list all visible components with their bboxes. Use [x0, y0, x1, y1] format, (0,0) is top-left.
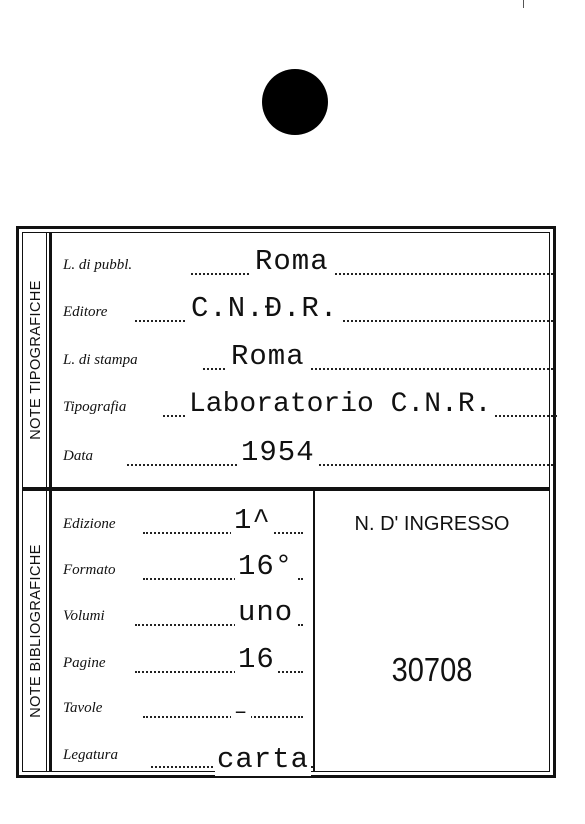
card-inner-frame	[22, 232, 550, 776]
field-label: L. di stampa	[63, 352, 138, 368]
field-label: Legatura	[63, 747, 119, 763]
field-label: Pagine	[63, 655, 106, 671]
ingresso-title: N. D' INGRESSO	[354, 513, 510, 535]
field-luogo-stampa	[63, 337, 553, 377]
dotted-line	[191, 273, 553, 275]
ingresso-number: 30708	[391, 651, 473, 688]
field-label: Data	[63, 448, 93, 464]
field-editore	[63, 289, 553, 329]
field-value: –	[231, 700, 251, 725]
field-value: 1954	[237, 436, 319, 469]
field-label: Formato	[63, 562, 116, 578]
field-data	[63, 433, 553, 473]
field-label: Volumi	[63, 608, 105, 624]
typographic-side-column	[23, 233, 52, 487]
field-label: Tipografia	[63, 399, 127, 415]
field-label: Tavole	[63, 700, 103, 716]
bibliographic-fields	[63, 491, 313, 776]
field-tipografia	[63, 384, 557, 424]
field-edizione	[63, 501, 303, 541]
field-volumi	[63, 593, 303, 633]
field-formato	[63, 547, 303, 587]
catalog-card	[16, 226, 556, 778]
field-value: Laboratorio C.N.R.	[189, 389, 492, 420]
dotted-line	[143, 716, 303, 718]
field-luogo-pubblicazione	[63, 242, 553, 282]
field-value: C.N.Ɖ.R.	[187, 292, 342, 325]
bibliographic-section-label: NOTE BIBLIOGRAFICHE	[28, 544, 44, 718]
bibliographic-side-column	[23, 491, 52, 771]
typographic-section-label: NOTE TIPOGRAFICHE	[28, 280, 44, 440]
field-value: 16°	[235, 550, 296, 583]
field-value: 1^	[231, 504, 274, 537]
typographic-section	[23, 233, 549, 487]
field-label: L. di pubbl.	[63, 257, 133, 273]
field-value: Roma	[251, 245, 333, 278]
field-tavole	[63, 685, 303, 725]
field-value: 16	[235, 643, 278, 676]
dotted-line	[127, 464, 553, 466]
punch-hole	[262, 69, 328, 135]
field-value: Roma	[227, 340, 309, 373]
typographic-fields	[63, 233, 549, 487]
field-legatura	[63, 732, 313, 776]
field-label: Editore	[63, 304, 108, 320]
bibliographic-section	[23, 491, 549, 776]
ingresso-box	[315, 491, 549, 771]
field-label: Edizione	[63, 516, 116, 532]
dotted-line	[143, 532, 303, 534]
field-pagine	[63, 640, 303, 680]
field-value: carta	[217, 743, 310, 776]
stray-mark	[523, 0, 524, 8]
field-value: uno	[235, 596, 296, 629]
